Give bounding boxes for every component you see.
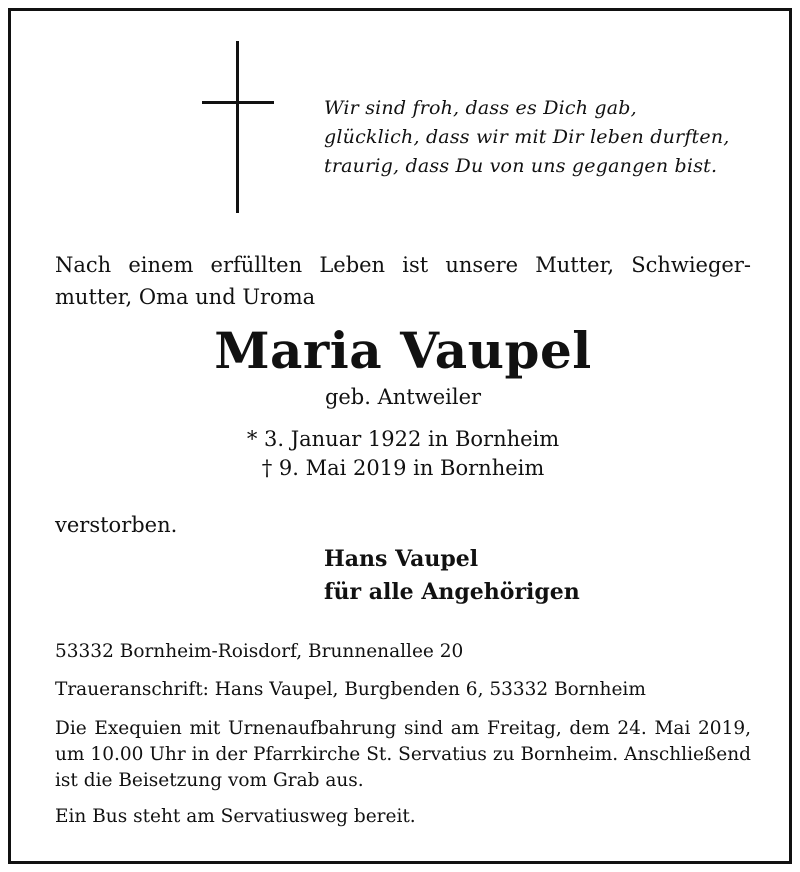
birth-date: * 3. Januar 1922 in Bornheim: [246, 427, 560, 451]
signature-name: Hans Vaupel: [324, 546, 479, 572]
cross-vertical-bar: [236, 41, 239, 213]
quote-line: Wir sind froh, dass es Dich gab,: [324, 97, 637, 119]
death-date: † 9. Mai 2019 in Bornheim: [261, 456, 545, 480]
birth-name: geb. Antweiler: [324, 385, 482, 409]
funeral-details: Die Exequien mit Urnenaufbahrung sind am Freitag, dem 24. Mai 2019, um 10.00 Uhr in der Pfarrkirche St. Servatius zu Bornheim. Anschließend ist die Beisetzung vom Grab aus.: [55, 718, 751, 791]
obituary-notice: [8, 8, 792, 864]
bus-note: Ein Bus steht am Servatiusweg bereit.: [55, 806, 416, 827]
deceased-name: Maria Vaupel: [214, 321, 592, 380]
home-address: 53332 Bornheim-Roisdorf, Brunnenallee 20: [55, 641, 464, 662]
intro-text: Nach einem erfüllten Leben ist unsere Mutter, Schwieger-mutter, Oma und Uroma: [55, 253, 751, 309]
quote-line: traurig, dass Du von uns gegangen bist.: [324, 155, 718, 177]
memorial-quote: [324, 94, 774, 181]
verstorben-text: verstorben.: [55, 513, 178, 537]
quote-line: glücklich, dass wir mit Dir leben durften,: [324, 126, 730, 148]
signature-relatives: für alle Angehörigen: [324, 579, 580, 605]
cross-horizontal-bar: [202, 101, 274, 104]
mourning-address: Traueranschrift: Hans Vaupel, Burgbenden 6, 53332 Bornheim: [55, 679, 646, 700]
